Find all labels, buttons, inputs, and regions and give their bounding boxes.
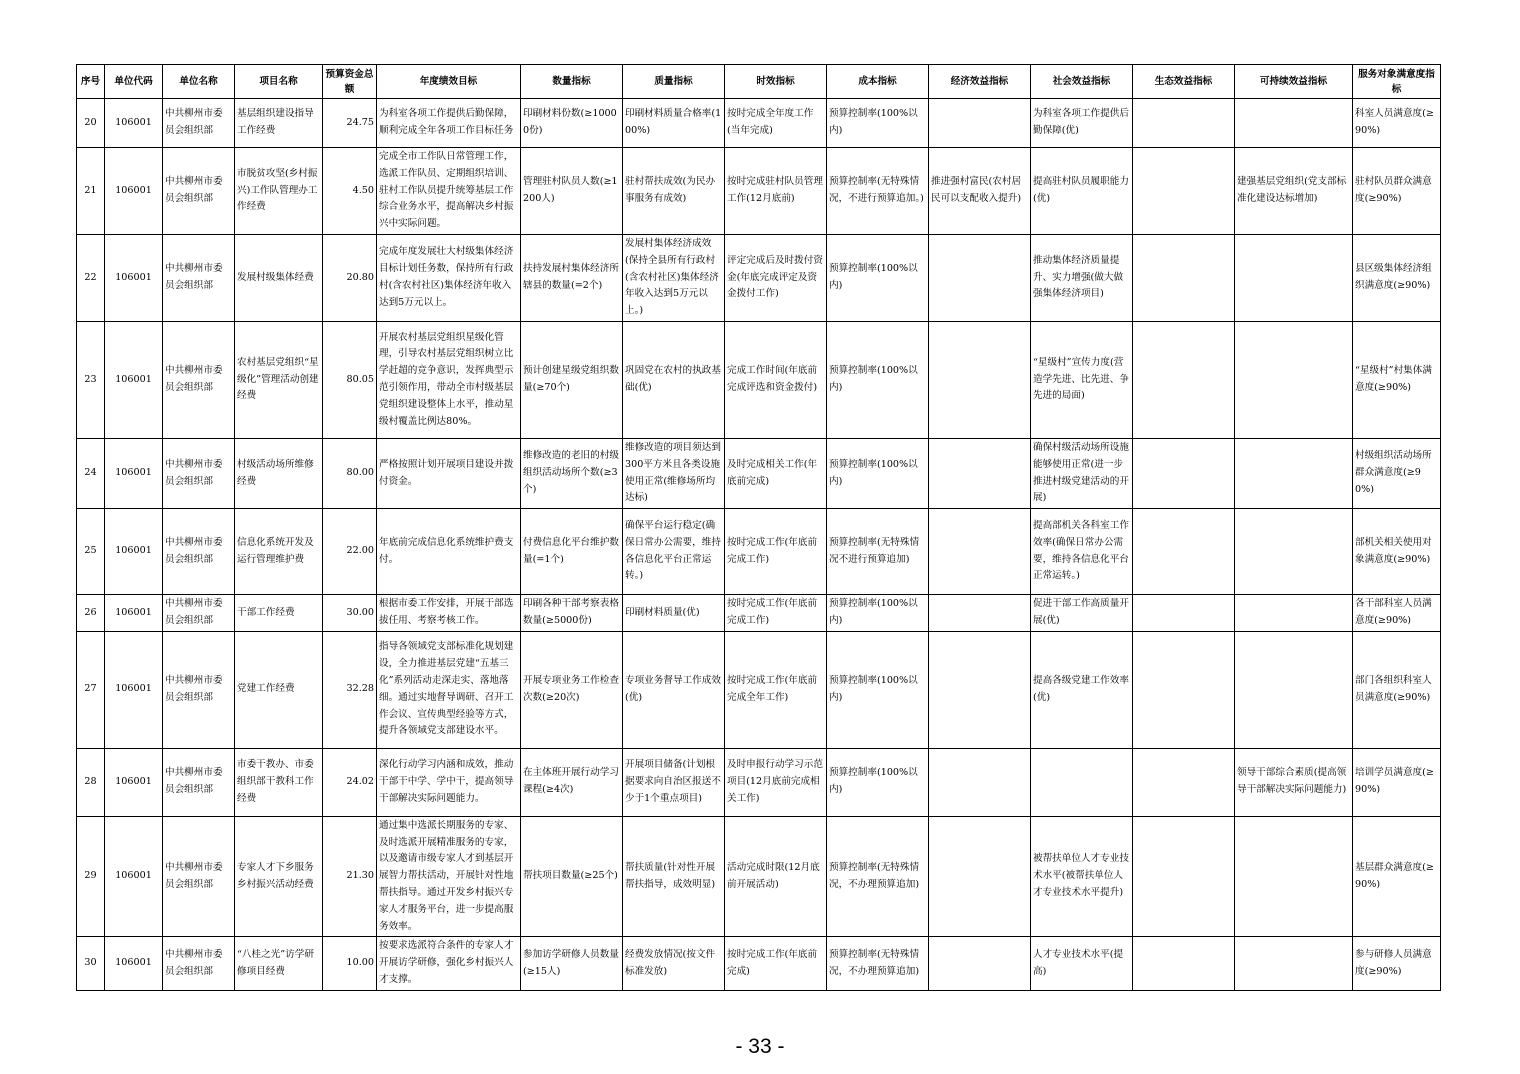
cell-sustainable-indicator (1235, 234, 1353, 321)
cell-budget: 80.05 (323, 321, 377, 438)
cell-timeliness-indicator: 按时完成工作(年底前完成) (725, 937, 827, 990)
cell-quantity-indicator: 管理驻村队员人数(≥1200人) (521, 148, 623, 235)
cell-satisfaction-indicator: 参与研修人员满意度(≥90%) (1353, 937, 1441, 990)
cell-timeliness-indicator: 按时完成工作(年底前完成工作) (725, 595, 827, 632)
cell-quantity-indicator: 参加访学研修人员数量(≥15人) (521, 937, 623, 990)
cell-unit-name: 中共柳州市委员会组织部 (163, 148, 235, 235)
cell-economic-indicator (929, 234, 1031, 321)
cell-ecological-indicator (1133, 321, 1235, 438)
cell-project-name: “八桂之光”访学研修项目经费 (235, 937, 323, 990)
cell-unit-name: 中共柳州市委员会组织部 (163, 234, 235, 321)
cell-annual-goal: 指导各领域党支部标准化规划建设，全力推进基层党建“五基三化”系列活动走深走实、落地落细。通过实地督导调研、召开工作会议、宣传典型经验等方式，提升各领域党支部建设水平。 (377, 631, 521, 748)
cell-ecological-indicator (1133, 234, 1235, 321)
cell-satisfaction-indicator: 驻村队员群众满意度(≥90%) (1353, 148, 1441, 235)
cell-satisfaction-indicator: 各干部科室人员满意度(≥90%) (1353, 595, 1441, 632)
cell-timeliness-indicator: 按时完成工作(年底前完成工作) (725, 509, 827, 595)
cell-ecological-indicator (1133, 595, 1235, 632)
cell-quantity-indicator: 维修改造的老旧的村级组织活动场所个数(≥3个) (521, 438, 623, 508)
cell-timeliness-indicator: 按时完成驻村队员管理工作(12月底前) (725, 148, 827, 235)
cell-quantity-indicator: 印刷材料份数(≥10000份) (521, 99, 623, 148)
cell-cost-indicator: 预算控制率(无特殊情况不进行预算追加) (827, 509, 929, 595)
cell-social-indicator: 推动集体经济质量提升、实力增强(做大做强集体经济项目) (1031, 234, 1133, 321)
table-row (77, 148, 1441, 235)
cell-social-indicator: “星级村”宣传力度(营造学先进、比先进、争先进的局面) (1031, 321, 1133, 438)
cell-project-name: 市脱贫攻坚(乡村振兴)工作队管理办工作经费 (235, 148, 323, 235)
table-row (77, 748, 1441, 816)
cell-economic-indicator (929, 509, 1031, 595)
cell-project-name: 党建工作经费 (235, 631, 323, 748)
cell-satisfaction-indicator: 县区级集体经济组织满意度(≥90%) (1353, 234, 1441, 321)
cell-budget: 4.50 (323, 148, 377, 235)
header-social-indicator: 社会效益指标 (1031, 65, 1133, 99)
cell-economic-indicator (929, 937, 1031, 990)
cell-unit-name: 中共柳州市委员会组织部 (163, 321, 235, 438)
table-row (77, 816, 1441, 937)
cell-quality-indicator: 专项业务督导工作成效(优) (623, 631, 725, 748)
header-seq: 序号 (77, 65, 105, 99)
cell-cost-indicator: 预算控制率(100%以内) (827, 99, 929, 148)
table-header-row (77, 65, 1441, 99)
cell-annual-goal: 根据市委工作安排，开展干部选拔任用、考察考核工作。 (377, 595, 521, 632)
cell-social-indicator: 确保村级活动场所设施能够使用正常(进一步推进村级党建活动的开展) (1031, 438, 1133, 508)
cell-satisfaction-indicator: 部门各组织科室人员满意度(≥90%) (1353, 631, 1441, 748)
cell-sustainable-indicator (1235, 595, 1353, 632)
cell-unit-code: 106001 (105, 148, 163, 235)
cell-unit-name: 中共柳州市委员会组织部 (163, 99, 235, 148)
cell-seq: 26 (77, 595, 105, 632)
cell-social-indicator: 提高部机关各科室工作效率(确保日常办公需要，维持各信息化平台正常运转。) (1031, 509, 1133, 595)
cell-quality-indicator: 维修改造的项目须达到300平方米且各类设施使用正常(维修场所均达标) (623, 438, 725, 508)
cell-ecological-indicator (1133, 148, 1235, 235)
cell-seq: 20 (77, 99, 105, 148)
cell-project-name: 市委干教办、市委组织部干教科工作经费 (235, 748, 323, 816)
cell-quantity-indicator: 付费信息化平台维护数量(=1个) (521, 509, 623, 595)
cell-social-indicator: 促进干部工作高质量开展(优) (1031, 595, 1133, 632)
cell-budget: 80.00 (323, 438, 377, 508)
cell-quantity-indicator: 在主体班开展行动学习课程(≥4次) (521, 748, 623, 816)
cell-timeliness-indicator: 评定完成后及时拨付资金(年底完成评定及资金拨付工作) (725, 234, 827, 321)
cell-budget: 32.28 (323, 631, 377, 748)
cell-seq: 27 (77, 631, 105, 748)
cell-annual-goal: 完成年度发展壮大村级集体经济目标计划任务数，保持所有行政村(含农村社区)集体经济年收入达到5万元以上。 (377, 234, 521, 321)
cell-annual-goal: 严格按照计划开展项目建设并拨付资金。 (377, 438, 521, 508)
cell-budget: 24.75 (323, 99, 377, 148)
cell-project-name: 干部工作经费 (235, 595, 323, 632)
cell-budget: 24.02 (323, 748, 377, 816)
cell-cost-indicator: 预算控制率(100%以内) (827, 321, 929, 438)
table-row (77, 595, 1441, 632)
page-number: - 33 - (735, 1035, 785, 1058)
cell-ecological-indicator (1133, 509, 1235, 595)
cell-seq: 30 (77, 937, 105, 990)
cell-satisfaction-indicator: “星级村”村集体满意度(≥90%) (1353, 321, 1441, 438)
cell-project-name: 农村基层党组织“星级化”管理活动创建经费 (235, 321, 323, 438)
cell-economic-indicator (929, 631, 1031, 748)
cell-quality-indicator: 经费发放情况(按文件标准发放) (623, 937, 725, 990)
cell-quality-indicator: 印刷材料质量(优) (623, 595, 725, 632)
cell-annual-goal: 为科室各项工作提供后勤保障，顺利完成全年各项工作目标任务 (377, 99, 521, 148)
cell-satisfaction-indicator: 培训学员满意度(≥90%) (1353, 748, 1441, 816)
cell-quality-indicator: 帮扶质量(针对性开展帮扶指导，成效明显) (623, 816, 725, 937)
cell-unit-name: 中共柳州市委员会组织部 (163, 937, 235, 990)
cell-ecological-indicator (1133, 748, 1235, 816)
table-body (77, 99, 1441, 991)
cell-economic-indicator (929, 595, 1031, 632)
cell-budget: 20.80 (323, 234, 377, 321)
cell-social-indicator: 被帮扶单位人才专业技术水平(被帮扶单位人才专业技术水平提升) (1031, 816, 1133, 937)
header-budget: 预算资金总额 (323, 65, 377, 99)
cell-ecological-indicator (1133, 438, 1235, 508)
cell-economic-indicator (929, 748, 1031, 816)
cell-sustainable-indicator: 领导干部综合素质(提高领导干部解决实际问题能力) (1235, 748, 1353, 816)
cell-social-indicator: 人才专业技术水平(提高) (1031, 937, 1133, 990)
cell-annual-goal: 按要求选派符合条件的专家人才开展访学研修，强化乡村振兴人才支撑。 (377, 937, 521, 990)
cell-cost-indicator: 预算控制率(100%以内) (827, 631, 929, 748)
cell-quality-indicator: 确保平台运行稳定(确保日常办公需要，维持各信息化平台正常运转。) (623, 509, 725, 595)
cell-satisfaction-indicator: 科室人员满意度(≥90%) (1353, 99, 1441, 148)
cell-quality-indicator: 发展村集体经济成效(保持全县所有行政村(含农村社区)集体经济年收入达到5万元以上。) (623, 234, 725, 321)
table-row (77, 438, 1441, 508)
header-timeliness-indicator: 时效指标 (725, 65, 827, 99)
cell-seq: 21 (77, 148, 105, 235)
cell-project-name: 村级活动场所维修经费 (235, 438, 323, 508)
header-annual-goal: 年度绩效目标 (377, 65, 521, 99)
cell-social-indicator: 提高驻村队员履职能力(优) (1031, 148, 1133, 235)
cell-sustainable-indicator (1235, 937, 1353, 990)
table-row (77, 321, 1441, 438)
cell-unit-name: 中共柳州市委员会组织部 (163, 631, 235, 748)
cell-seq: 23 (77, 321, 105, 438)
cell-sustainable-indicator: 建强基层党组织(党支部标准化建设达标增加) (1235, 148, 1353, 235)
cell-unit-name: 中共柳州市委员会组织部 (163, 438, 235, 508)
cell-cost-indicator: 预算控制率(100%以内) (827, 595, 929, 632)
cell-ecological-indicator (1133, 631, 1235, 748)
cell-sustainable-indicator (1235, 99, 1353, 148)
cell-unit-name: 中共柳州市委员会组织部 (163, 509, 235, 595)
cell-project-name: 发展村级集体经费 (235, 234, 323, 321)
cell-annual-goal: 通过集中选派长期服务的专家、及时选派开展精准服务的专家，以及邀请市级专家人才到基层开展智力帮扶活动，开展针对性地帮扶指导。通过开发乡村振兴专家人才服务平台，进一步提高服务效率。 (377, 816, 521, 937)
cell-timeliness-indicator: 活动完成时限(12月底前开展活动) (725, 816, 827, 937)
cell-satisfaction-indicator: 部机关相关使用对象满意度(≥90%) (1353, 509, 1441, 595)
table-row (77, 937, 1441, 990)
cell-timeliness-indicator: 及时申报行动学习示范项目(12月底前完成相关工作) (725, 748, 827, 816)
performance-table (76, 64, 1441, 991)
header-economic-indicator: 经济效益指标 (929, 65, 1031, 99)
cell-unit-code: 106001 (105, 509, 163, 595)
cell-unit-code: 106001 (105, 99, 163, 148)
cell-timeliness-indicator: 按时完成工作(年底前完成全年工作) (725, 631, 827, 748)
header-satisfaction-indicator: 服务对象满意度指标 (1353, 65, 1441, 99)
table-row (77, 509, 1441, 595)
header-ecological-indicator: 生态效益指标 (1133, 65, 1235, 99)
cell-sustainable-indicator (1235, 438, 1353, 508)
cell-cost-indicator: 预算控制率(无特殊情况，不办理预算追加) (827, 816, 929, 937)
cell-quality-indicator: 巩固党在农村的执政基础(优) (623, 321, 725, 438)
cell-project-name: 基层组织建设指导工作经费 (235, 99, 323, 148)
cell-economic-indicator (929, 438, 1031, 508)
cell-social-indicator: 为科室各项工作提供后勤保障(优) (1031, 99, 1133, 148)
cell-quantity-indicator: 印刷各种干部考察表格数量(≥5000份) (521, 595, 623, 632)
cell-unit-name: 中共柳州市委员会组织部 (163, 816, 235, 937)
cell-unit-code: 106001 (105, 631, 163, 748)
cell-budget: 21.30 (323, 816, 377, 937)
cell-unit-name: 中共柳州市委员会组织部 (163, 748, 235, 816)
header-project-name: 项目名称 (235, 65, 323, 99)
cell-cost-indicator: 预算控制率(100%以内) (827, 234, 929, 321)
cell-sustainable-indicator (1235, 631, 1353, 748)
cell-social-indicator: 提高各级党建工作效率(优) (1031, 631, 1133, 748)
cell-unit-code: 106001 (105, 816, 163, 937)
cell-quantity-indicator: 预计创建星级党组织数量(≥70个) (521, 321, 623, 438)
cell-cost-indicator: 预算控制率(100%以内) (827, 748, 929, 816)
cell-ecological-indicator (1133, 816, 1235, 937)
header-cost-indicator: 成本指标 (827, 65, 929, 99)
cell-unit-code: 106001 (105, 748, 163, 816)
cell-satisfaction-indicator: 村级组织活动场所群众满意度(≥90%) (1353, 438, 1441, 508)
cell-cost-indicator: 预算控制率(100%以内) (827, 438, 929, 508)
cell-seq: 28 (77, 748, 105, 816)
cell-quality-indicator: 印刷材料质量合格率(100%) (623, 99, 725, 148)
cell-annual-goal: 完成全市工作队日常管理工作，选派工作队员、定期组织培训、驻村工作队员提升统筹基层工作综合业务水平，提高解决乡村振兴中实际问题。 (377, 148, 521, 235)
header-sustainable-indicator: 可持续效益指标 (1235, 65, 1353, 99)
cell-seq: 25 (77, 509, 105, 595)
cell-economic-indicator: 推进强村富民(农村居民可以支配收入提升) (929, 148, 1031, 235)
cell-project-name: 信息化系统开发及运行管理维护费 (235, 509, 323, 595)
table-row (77, 631, 1441, 748)
cell-economic-indicator (929, 321, 1031, 438)
cell-annual-goal: 开展农村基层党组织星级化管理，引导农村基层党组织树立比学赶超的竞争意识，发挥典型示范引领作用，带动全市村级基层党组织建设整体上水平，推动星级村覆盖比例达80%。 (377, 321, 521, 438)
cell-sustainable-indicator (1235, 816, 1353, 937)
cell-seq: 22 (77, 234, 105, 321)
cell-cost-indicator: 预算控制率(无特殊情况，不办理预算追加) (827, 937, 929, 990)
cell-ecological-indicator (1133, 99, 1235, 148)
cell-cost-indicator: 预算控制率(无特殊情况，不进行预算追加。) (827, 148, 929, 235)
cell-timeliness-indicator: 及时完成相关工作(年底前完成) (725, 438, 827, 508)
cell-annual-goal: 年底前完成信息化系统维护费支付。 (377, 509, 521, 595)
cell-sustainable-indicator (1235, 321, 1353, 438)
cell-quantity-indicator: 扶持发展村集体经济所辖县的数量(=2个) (521, 234, 623, 321)
table-row (77, 234, 1441, 321)
cell-budget: 22.00 (323, 509, 377, 595)
cell-ecological-indicator (1133, 937, 1235, 990)
cell-social-indicator (1031, 748, 1133, 816)
cell-economic-indicator (929, 816, 1031, 937)
cell-seq: 29 (77, 816, 105, 937)
cell-economic-indicator (929, 99, 1031, 148)
cell-satisfaction-indicator: 基层群众满意度(≥90%) (1353, 816, 1441, 937)
cell-quality-indicator: 驻村帮扶成效(为民办事服务有成效) (623, 148, 725, 235)
cell-unit-code: 106001 (105, 438, 163, 508)
cell-quantity-indicator: 开展专项业务工作检查次数(≥20次) (521, 631, 623, 748)
cell-budget: 30.00 (323, 595, 377, 632)
cell-seq: 24 (77, 438, 105, 508)
cell-unit-code: 106001 (105, 234, 163, 321)
cell-budget: 10.00 (323, 937, 377, 990)
cell-timeliness-indicator: 按时完成全年度工作(当年完成) (725, 99, 827, 148)
cell-annual-goal: 深化行动学习内涵和成效，推动干部干中学、学中干，提高领导干部解决实际问题能力。 (377, 748, 521, 816)
table-row (77, 99, 1441, 148)
cell-unit-code: 106001 (105, 595, 163, 632)
cell-quantity-indicator: 帮扶项目数量(≥25个) (521, 816, 623, 937)
cell-project-name: 专家人才下乡服务乡村振兴活动经费 (235, 816, 323, 937)
cell-timeliness-indicator: 完成工作时间(年底前完成评选和资金拨付) (725, 321, 827, 438)
header-unit-code: 单位代码 (105, 65, 163, 99)
cell-sustainable-indicator (1235, 509, 1353, 595)
header-unit-name: 单位名称 (163, 65, 235, 99)
header-quantity-indicator: 数量指标 (521, 65, 623, 99)
header-quality-indicator: 质量指标 (623, 65, 725, 99)
cell-quality-indicator: 开展项目储备(计划根据要求向自治区报送不少于1个重点项目) (623, 748, 725, 816)
cell-unit-name: 中共柳州市委员会组织部 (163, 595, 235, 632)
cell-unit-code: 106001 (105, 937, 163, 990)
cell-unit-code: 106001 (105, 321, 163, 438)
